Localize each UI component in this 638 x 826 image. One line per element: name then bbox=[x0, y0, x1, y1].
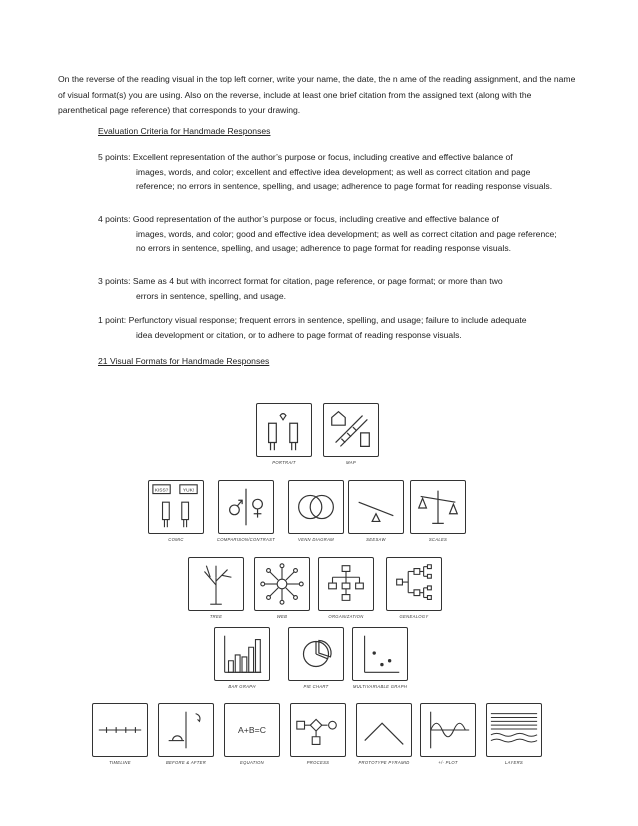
scales-caption: SCALES bbox=[428, 537, 448, 542]
criterion-text: Good representation of the author’s purpose or focus, including creative and effective balance of bbox=[132, 214, 499, 224]
criterion-1 bbox=[98, 313, 568, 342]
criterion-text-cont: idea development or citation, or to adhere to page format of reading response visuals. bbox=[136, 329, 462, 340]
timeline-icon bbox=[93, 704, 147, 756]
plus-minus-plot-icon bbox=[421, 704, 475, 756]
criterion-3 bbox=[98, 274, 568, 303]
compare-caption: COMPARISON/CONTRAST bbox=[216, 537, 276, 542]
tree-panel bbox=[188, 557, 244, 611]
layers-panel bbox=[486, 703, 542, 757]
org-chart-icon bbox=[319, 558, 373, 610]
criterion-text: Perfunctory visual response; frequent errors in sentence, spelling, and usage; failure to include adequate bbox=[128, 315, 527, 325]
map-panel bbox=[323, 403, 379, 457]
layers-caption: LAYERS bbox=[504, 760, 523, 765]
criterion-4 bbox=[98, 212, 568, 256]
seesaw-panel bbox=[348, 480, 404, 534]
before-caption: BEFORE & AFTER bbox=[165, 760, 207, 765]
layers-icon bbox=[487, 704, 541, 756]
plot-panel bbox=[420, 703, 476, 757]
comic-bubble-1: KISS? bbox=[154, 488, 169, 494]
criterion-points: 5 points: bbox=[98, 152, 131, 162]
portrait-icon bbox=[257, 404, 311, 456]
bar-graph-icon bbox=[215, 628, 269, 680]
multi-caption: MULTIVARIABLE GRAPH bbox=[352, 684, 408, 689]
criterion-text-cont: errors in sentence, spelling, and usage. bbox=[136, 290, 287, 301]
criterion-5 bbox=[98, 150, 568, 194]
genealogy-caption: GENEALOGY bbox=[399, 614, 429, 619]
pie-caption: PIE CHART bbox=[303, 684, 329, 689]
timeline-panel bbox=[92, 703, 148, 757]
criterion-text-cont: images, words, and color; excellent and effective idea development; as well as correct citation and page reference; no errors in sentence, spelling, and usage; adherence to page format for reading response visuals. bbox=[136, 166, 553, 191]
map-caption: MAP bbox=[346, 460, 356, 465]
seesaw-icon bbox=[349, 481, 403, 533]
criterion-text: Same as 4 but with incorrect format for citation, page reference, or page format; or more than two bbox=[132, 276, 503, 286]
process-icon bbox=[291, 704, 345, 756]
equation-caption: EQUATION bbox=[240, 760, 264, 765]
scales-icon bbox=[411, 481, 465, 533]
plot-caption: +/- PLOT bbox=[438, 760, 458, 765]
criteria-heading: Evaluation Criteria for Handmade Responses bbox=[98, 126, 271, 136]
scales-panel bbox=[410, 480, 466, 534]
before-after-icon bbox=[159, 704, 213, 756]
org-panel bbox=[318, 557, 374, 611]
portrait-caption: PORTRAIT bbox=[272, 460, 296, 465]
criterion-points: 3 points: bbox=[98, 276, 131, 286]
org-caption: ORGANIZATION bbox=[328, 614, 364, 619]
process-caption: PROCESS bbox=[306, 760, 330, 765]
intro-paragraph: On the reverse of the reading visual in the top left corner, write your name, the date, the n ame of the reading assignment, and the name of visual format(s) you are using. Also on the reverse, include at least one brief citation from the assigned text (along with the parenthetical page reference) that corresponds to your drawing. bbox=[58, 74, 576, 115]
multivariable-graph-icon bbox=[353, 628, 407, 680]
genealogy-panel bbox=[386, 557, 442, 611]
web-caption: WEB bbox=[276, 614, 288, 619]
formats-heading: 21 Visual Formats for Handmade Responses bbox=[98, 356, 270, 366]
timeline-caption: TIMELINE bbox=[109, 760, 131, 765]
before-panel bbox=[158, 703, 214, 757]
pyramid-icon bbox=[357, 704, 411, 756]
equation-text: A+B=C bbox=[238, 724, 266, 735]
genealogy-icon bbox=[387, 558, 441, 610]
web-panel bbox=[254, 557, 310, 611]
venn-icon bbox=[289, 481, 343, 533]
gender-symbols-icon bbox=[219, 481, 273, 533]
comic-panel bbox=[148, 480, 204, 534]
web-icon bbox=[255, 558, 309, 610]
criterion-text-cont: images, words, and color; good and effective idea development; as well as correct citation and page reference; no errors in sentence, spelling, and usage; adherence to page format for reading response visuals. bbox=[136, 228, 557, 253]
comic-icon bbox=[149, 481, 203, 533]
venn-panel bbox=[288, 480, 344, 534]
pyramid-panel bbox=[356, 703, 412, 757]
pyramid-caption: PROTOTYPE PYRAMID bbox=[358, 760, 410, 765]
comic-bubble-2: YUK! bbox=[182, 488, 195, 494]
equation-icon bbox=[225, 704, 279, 756]
tree-caption: TREE bbox=[209, 614, 223, 619]
map-icon bbox=[324, 404, 378, 456]
bar-panel bbox=[214, 627, 270, 681]
process-panel bbox=[290, 703, 346, 757]
pie-panel bbox=[288, 627, 344, 681]
pie-chart-icon bbox=[289, 628, 343, 680]
comic-caption: COMIC bbox=[168, 537, 184, 542]
venn-caption: VENN DIAGRAM bbox=[298, 537, 334, 542]
equation-panel bbox=[224, 703, 280, 757]
portrait-panel bbox=[256, 403, 312, 457]
seesaw-caption: SEESAW bbox=[366, 537, 386, 542]
criterion-points: 1 point: bbox=[98, 315, 127, 325]
criterion-points: 4 points: bbox=[98, 214, 131, 224]
bar-caption: BAR GRAPH bbox=[228, 684, 256, 689]
multi-panel bbox=[352, 627, 408, 681]
compare-panel bbox=[218, 480, 274, 534]
criterion-text: Excellent representation of the author’s purpose or focus, including creative and effective balance of bbox=[132, 152, 513, 162]
tree-icon bbox=[189, 558, 243, 610]
